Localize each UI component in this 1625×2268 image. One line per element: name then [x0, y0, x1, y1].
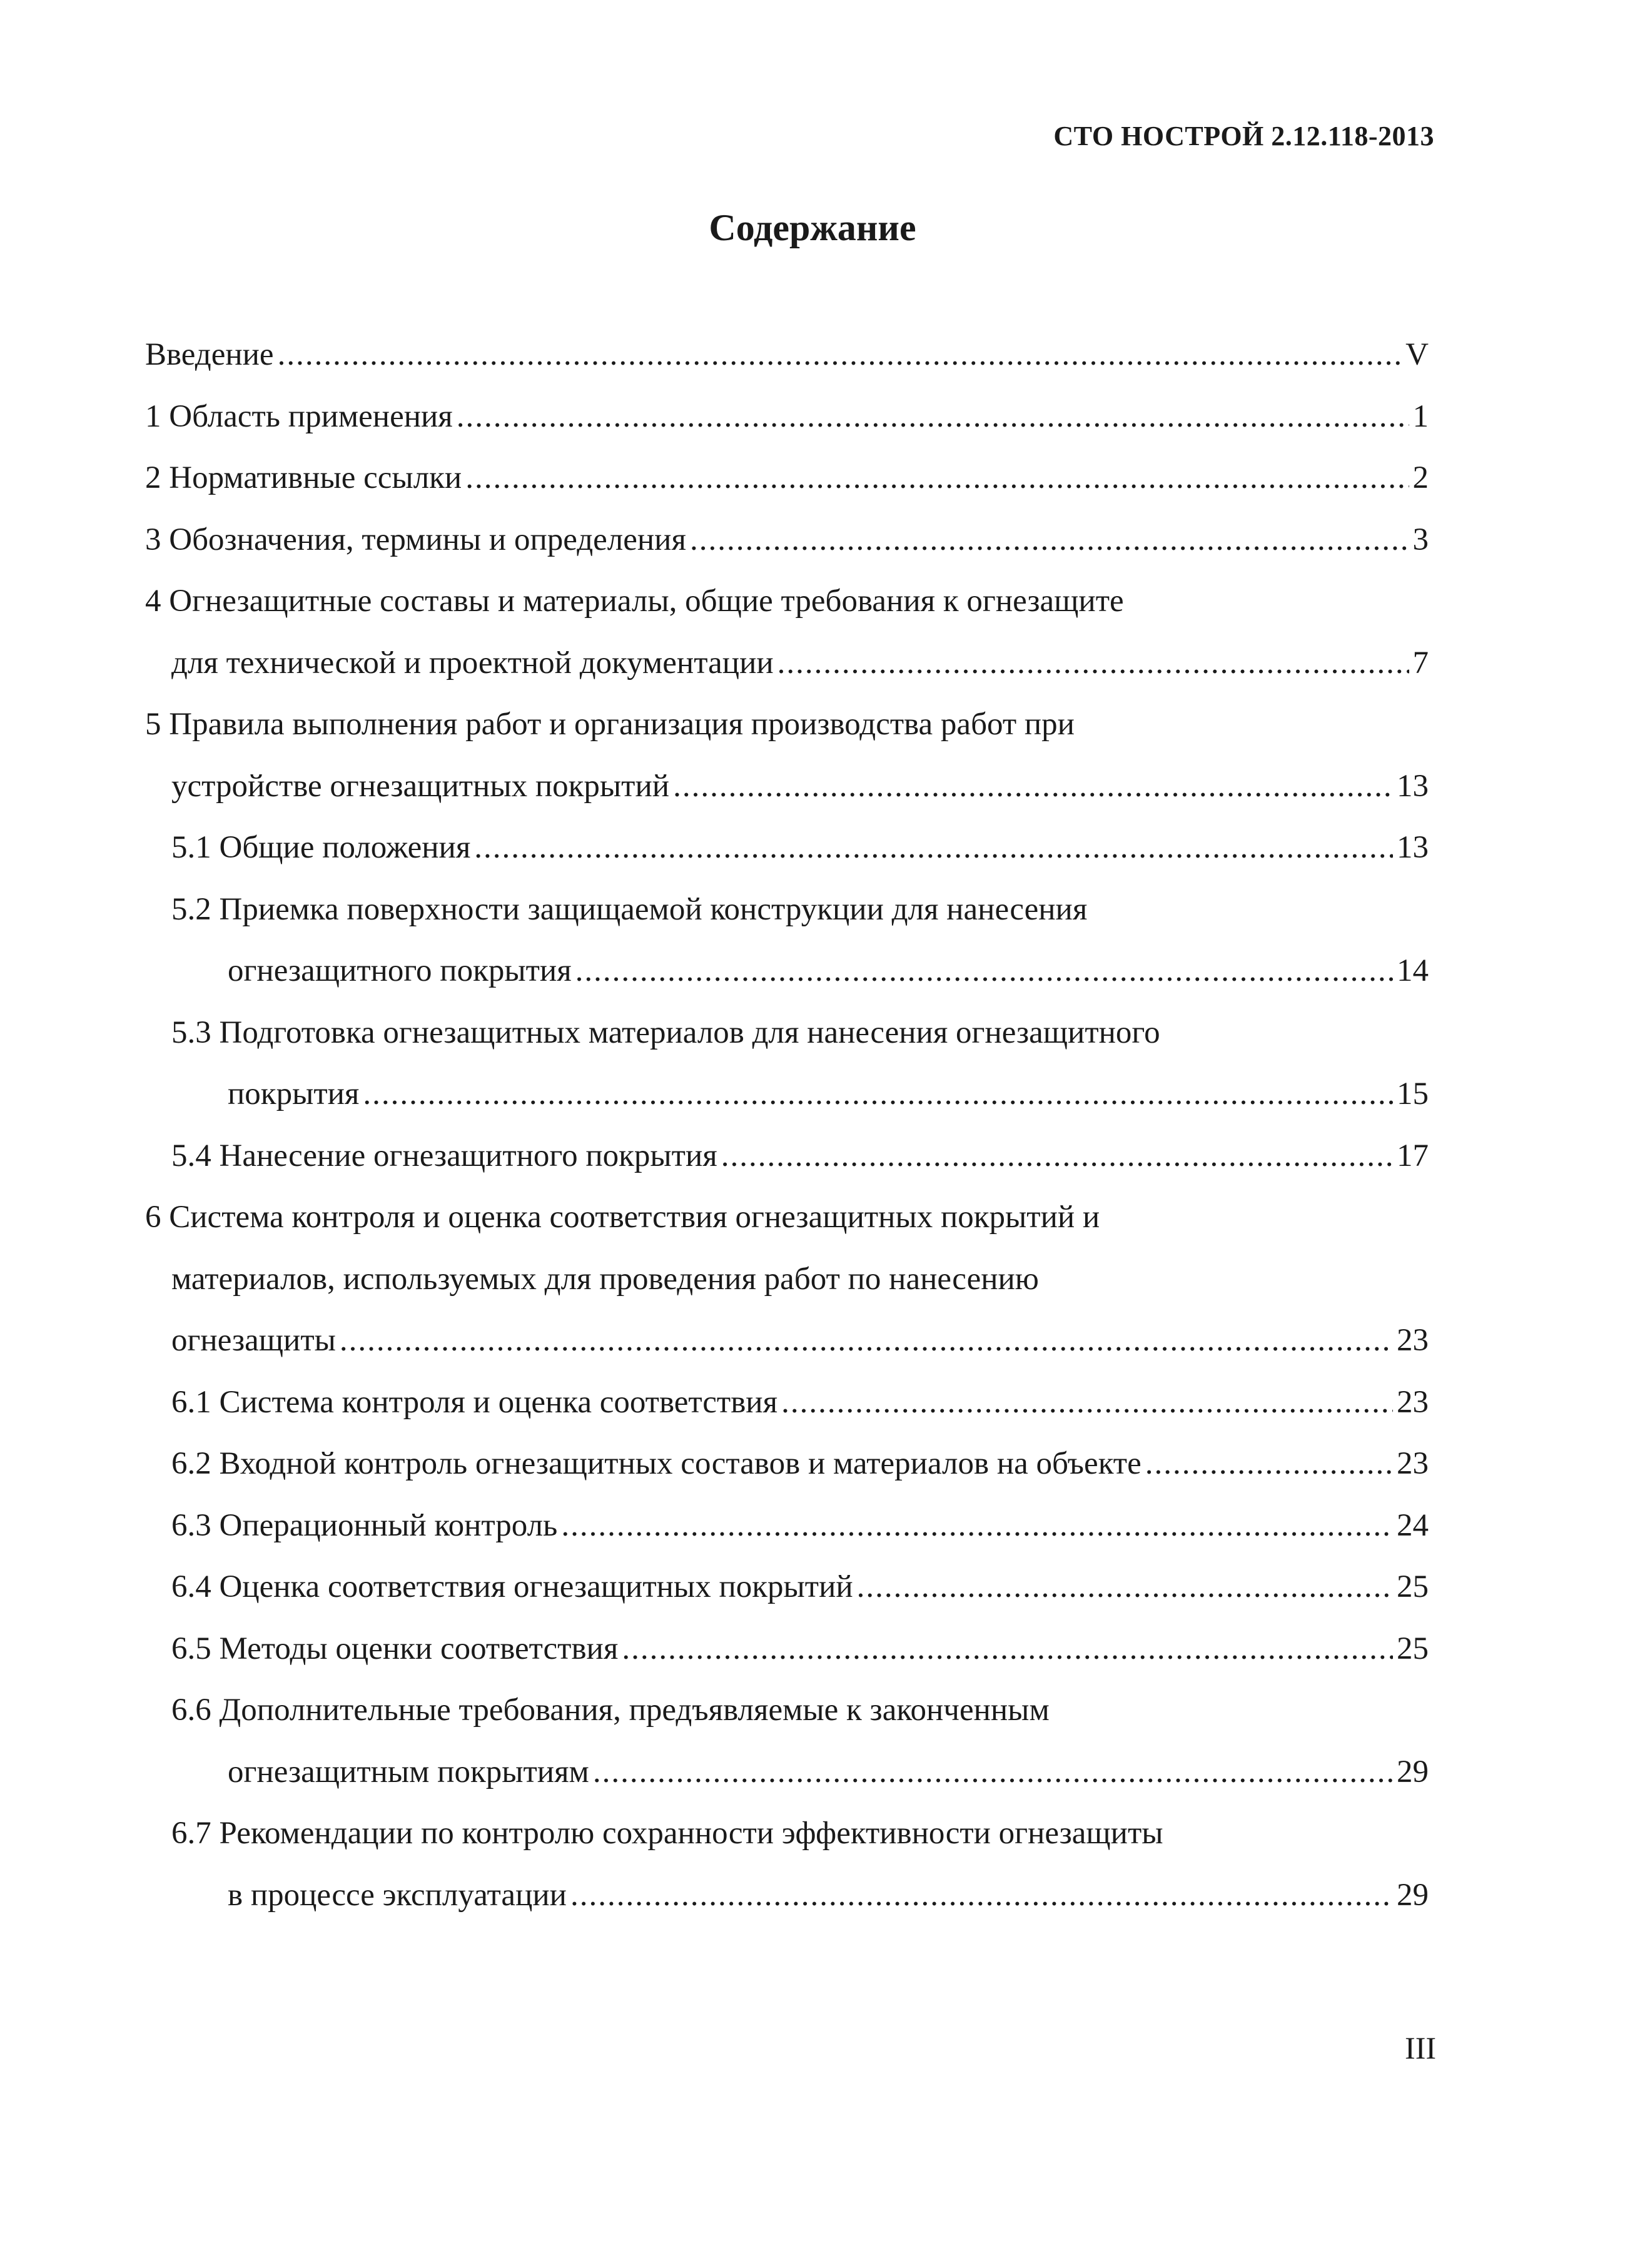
toc-entry-page: 13	[1397, 830, 1429, 865]
toc-entry[interactable]	[145, 694, 1429, 756]
toc-leader-dots	[593, 1741, 1393, 1803]
toc-entry[interactable]	[145, 1310, 1429, 1372]
toc-leader-dots	[781, 1372, 1393, 1434]
toc-entry-title: 5.3 Подготовка огнезащитных материалов для нанесения огнезащитного	[171, 1015, 1160, 1050]
toc-entry[interactable]	[145, 756, 1429, 818]
toc-entry-page: 29	[1397, 1754, 1429, 1790]
toc-entry-page: 24	[1397, 1507, 1429, 1543]
toc-entry[interactable]	[145, 324, 1429, 386]
toc-leader-dots	[465, 447, 1409, 509]
toc-entry-title: 6.4 Оценка соответствия огнезащитных покрытий	[171, 1569, 853, 1604]
toc-entry[interactable]	[145, 1433, 1429, 1495]
toc-entry-title: огнезащитного покрытия	[228, 953, 572, 988]
toc-leader-dots	[622, 1618, 1393, 1680]
toc-entry[interactable]	[145, 632, 1429, 694]
toc-entry-title: 5 Правила выполнения работ и организация производства работ при	[145, 707, 1075, 742]
toc-entry-page: 29	[1397, 1877, 1429, 1913]
toc-entry-page: 23	[1397, 1384, 1429, 1420]
toc-entry[interactable]	[145, 1187, 1429, 1248]
toc-entry-title: материалов, используемых для проведения работ по нанесению	[171, 1261, 1039, 1297]
toc-leader-dots	[561, 1495, 1393, 1557]
toc-leader-dots	[363, 1063, 1393, 1125]
toc-entry-page: 13	[1397, 768, 1429, 804]
toc-entry[interactable]	[145, 1556, 1429, 1618]
toc-entry-title: в процессе эксплуатации	[228, 1877, 567, 1913]
page-number: III	[1405, 2030, 1436, 2065]
toc-leader-dots	[278, 324, 1402, 386]
toc-leader-dots	[721, 1125, 1393, 1187]
toc-entry-title: 6.5 Методы оценки соответствия	[171, 1631, 619, 1666]
toc-entry-page: 3	[1412, 522, 1429, 557]
toc-leader-dots	[570, 1865, 1393, 1926]
toc-entry[interactable]	[145, 1063, 1429, 1125]
document-code: СТО НОСТРОЙ 2.12.118-2013	[1053, 121, 1434, 151]
toc-leader-dots	[474, 817, 1393, 879]
toc-entry-title: 6.7 Рекомендации по контролю сохранности эффективности огнезащиты	[171, 1816, 1163, 1851]
toc-entry[interactable]	[145, 509, 1429, 571]
toc-entry-title: покрытия	[228, 1076, 360, 1111]
toc-entry-title: 3 Обозначения, термины и определения	[145, 522, 686, 557]
toc-entry-page: 14	[1397, 953, 1429, 988]
toc-entry-title: 4 Огнезащитные составы и материалы, общие требования к огнезащите	[145, 584, 1124, 619]
toc-entry-title: 5.1 Общие положения	[171, 830, 471, 865]
toc-leader-dots	[457, 386, 1409, 448]
toc-entry[interactable]	[145, 1618, 1429, 1680]
toc-entry-page: 23	[1397, 1323, 1429, 1358]
toc-entry-page: 15	[1397, 1076, 1429, 1111]
toc-entry-page: 2	[1412, 460, 1429, 495]
toc-entry-title: 6.2 Входной контроль огнезащитных составов и материалов на объекте	[171, 1446, 1142, 1481]
toc-leader-dots	[340, 1310, 1393, 1372]
toc-entry[interactable]	[145, 570, 1429, 632]
toc-leader-dots	[857, 1556, 1393, 1618]
toc-entry[interactable]	[145, 1865, 1429, 1926]
toc-entry[interactable]	[145, 386, 1429, 448]
toc-leader-dots	[690, 509, 1409, 571]
table-of-contents	[145, 324, 1429, 1926]
toc-entry[interactable]	[145, 817, 1429, 879]
toc-entry-page: 25	[1397, 1631, 1429, 1666]
toc-leader-dots	[575, 940, 1393, 1002]
toc-entry-page: 23	[1397, 1446, 1429, 1481]
toc-entry-title: 5.2 Приемка поверхности защищаемой конструкции для нанесения	[171, 891, 1088, 927]
toc-entry-title: 6.6 Дополнительные требования, предъявляемые к законченным	[171, 1693, 1050, 1728]
toc-entry-title: огнезащитным покрытиям	[228, 1754, 589, 1790]
toc-entry-title: огнезащиты	[171, 1323, 336, 1358]
toc-entry-title: устройстве огнезащитных покрытий	[171, 768, 670, 804]
toc-entry[interactable]	[145, 940, 1429, 1002]
toc-entry-title: 2 Нормативные ссылки	[145, 460, 462, 495]
toc-entry[interactable]	[145, 1248, 1429, 1310]
toc-entry-title: 6 Система контроля и оценка соответствия огнезащитных покрытий и	[145, 1200, 1100, 1235]
toc-entry-page: 25	[1397, 1569, 1429, 1604]
toc-entry-title: Введение	[145, 337, 274, 372]
toc-entry-page: 17	[1397, 1138, 1429, 1173]
toc-entry-title: 5.4 Нанесение огнезащитного покрытия	[171, 1138, 717, 1173]
toc-entry-page: 1	[1412, 398, 1429, 434]
toc-entry-title: 1 Область применения	[145, 398, 453, 434]
toc-entry[interactable]	[145, 879, 1429, 941]
toc-entry[interactable]	[145, 1495, 1429, 1557]
toc-entry[interactable]	[145, 1002, 1429, 1064]
toc-entry-page: 7	[1412, 645, 1429, 681]
toc-entry-page: V	[1405, 337, 1429, 372]
toc-entry-title: 6.3 Операционный контроль	[171, 1507, 558, 1543]
toc-leader-dots	[777, 632, 1409, 694]
page-title: Содержание	[709, 207, 916, 248]
toc-entry-title: для технической и проектной документации	[171, 645, 774, 681]
toc-entry[interactable]	[145, 1803, 1429, 1865]
toc-leader-dots	[673, 756, 1393, 818]
toc-entry[interactable]	[145, 1125, 1429, 1187]
toc-leader-dots	[1145, 1433, 1393, 1495]
toc-entry[interactable]	[145, 1741, 1429, 1803]
toc-entry[interactable]	[145, 1372, 1429, 1434]
toc-entry[interactable]	[145, 1679, 1429, 1741]
toc-entry-title: 6.1 Система контроля и оценка соответствия	[171, 1384, 778, 1420]
toc-entry[interactable]	[145, 447, 1429, 509]
